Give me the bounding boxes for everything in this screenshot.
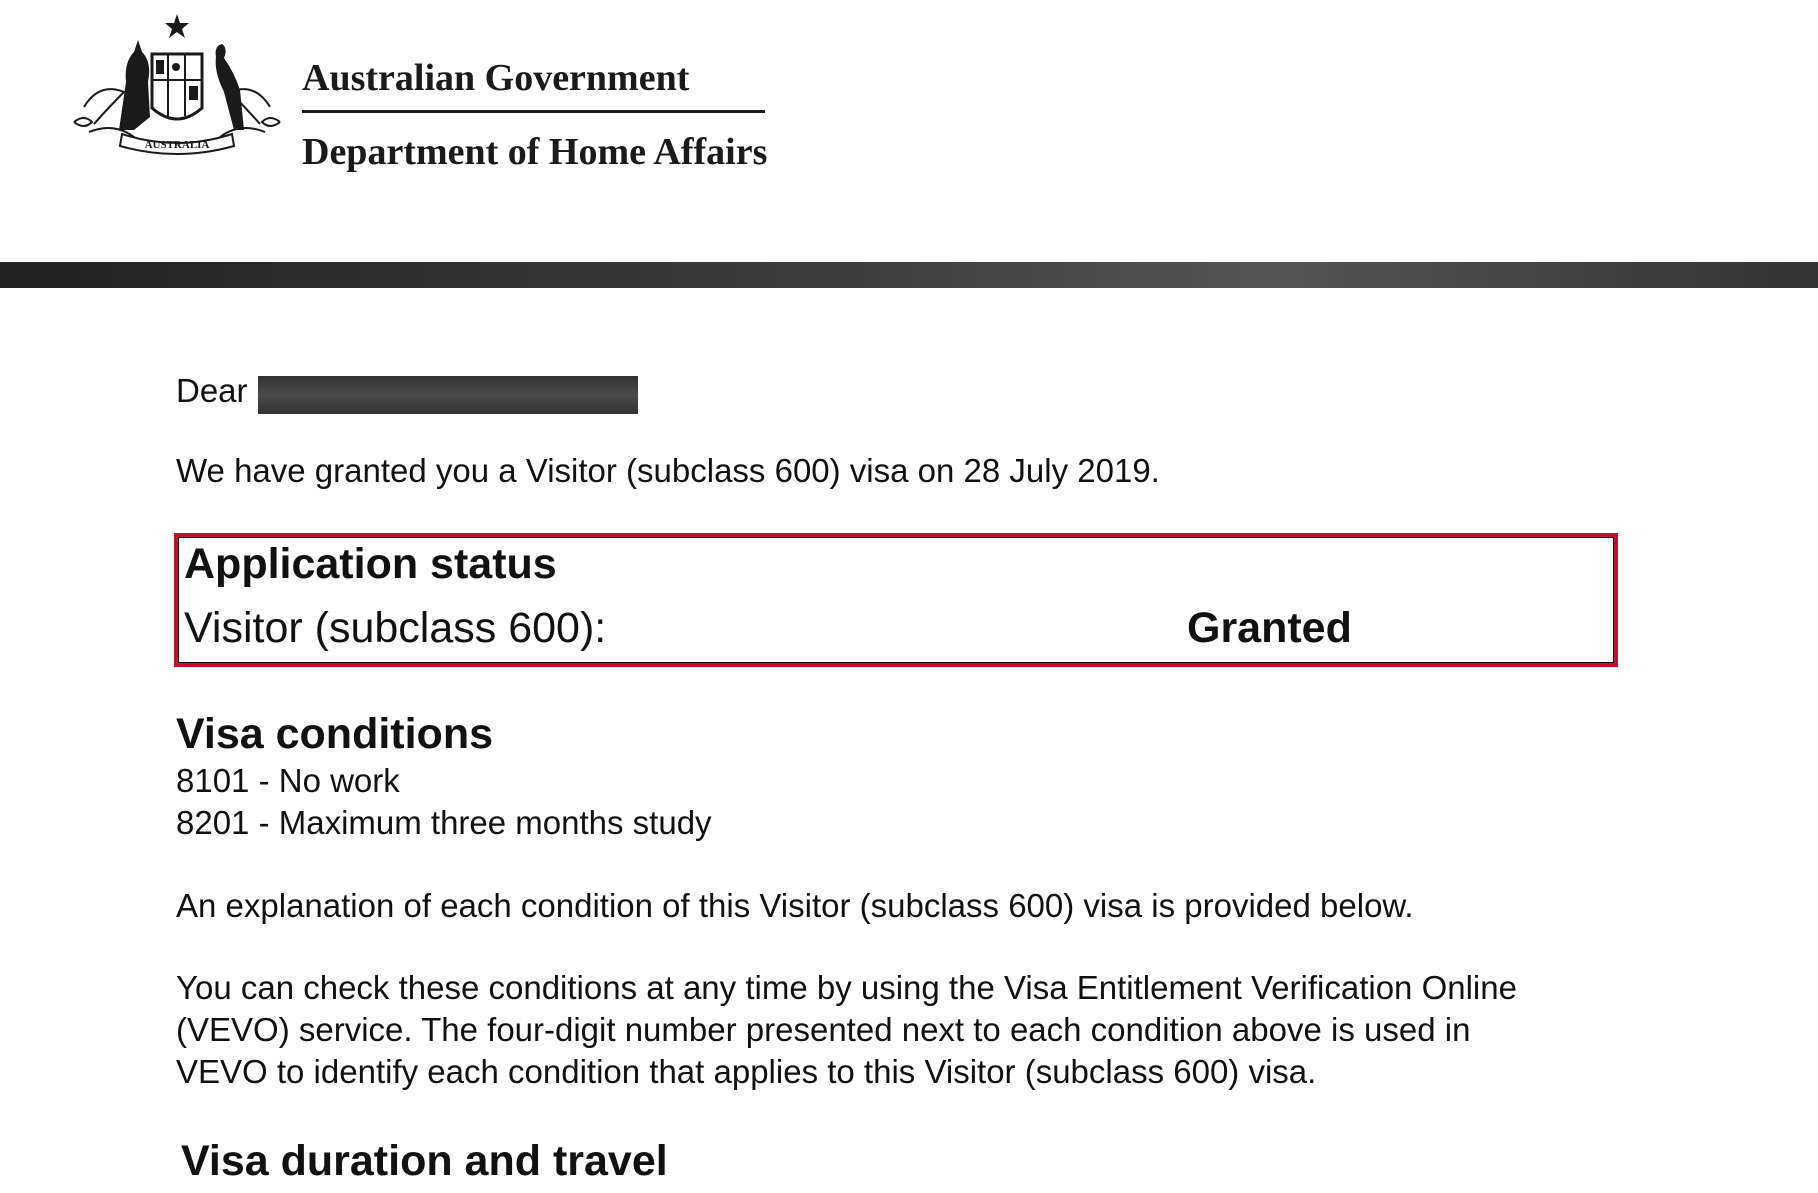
- vevo-line: (VEVO) service. The four-digit number presented next to each condition above is used in: [176, 1011, 1471, 1048]
- salutation: Dear: [176, 372, 248, 409]
- visa-conditions-list: [176, 760, 712, 844]
- conditions-explanation: An explanation of each condition of this Visitor (subclass 600) visa is provided below.: [176, 887, 1414, 924]
- department-title: Department of Home Affairs: [302, 131, 768, 173]
- vevo-line: VEVO to identify each condition that applies to this Visitor (subclass 600) visa.: [176, 1053, 1317, 1090]
- status-badge: Granted: [1187, 604, 1352, 652]
- government-title: Australian Government: [302, 57, 690, 99]
- visa-conditions-heading: Visa conditions: [176, 710, 493, 758]
- redacted-name: [258, 376, 638, 414]
- crest-scroll-label: AUSTRALIA: [144, 139, 210, 151]
- list-item: 8101 - No work: [176, 762, 400, 799]
- visa-subclass-label: Visitor (subclass 600):: [184, 604, 607, 652]
- australian-coat-of-arms-icon: [64, 12, 290, 172]
- header-divider: [302, 110, 765, 113]
- list-item: 8201 - Maximum three months study: [176, 804, 712, 841]
- header-band: [0, 262, 1818, 288]
- vevo-line: You can check these conditions at any time by using the Visa Entitlement Verification Online: [176, 969, 1517, 1006]
- visa-duration-heading: Visa duration and travel: [181, 1137, 668, 1185]
- application-status-heading: Application status: [184, 540, 557, 588]
- vevo-paragraph: [176, 967, 1517, 1093]
- grant-statement: We have granted you a Visitor (subclass 600) visa on 28 July 2019.: [176, 452, 1160, 489]
